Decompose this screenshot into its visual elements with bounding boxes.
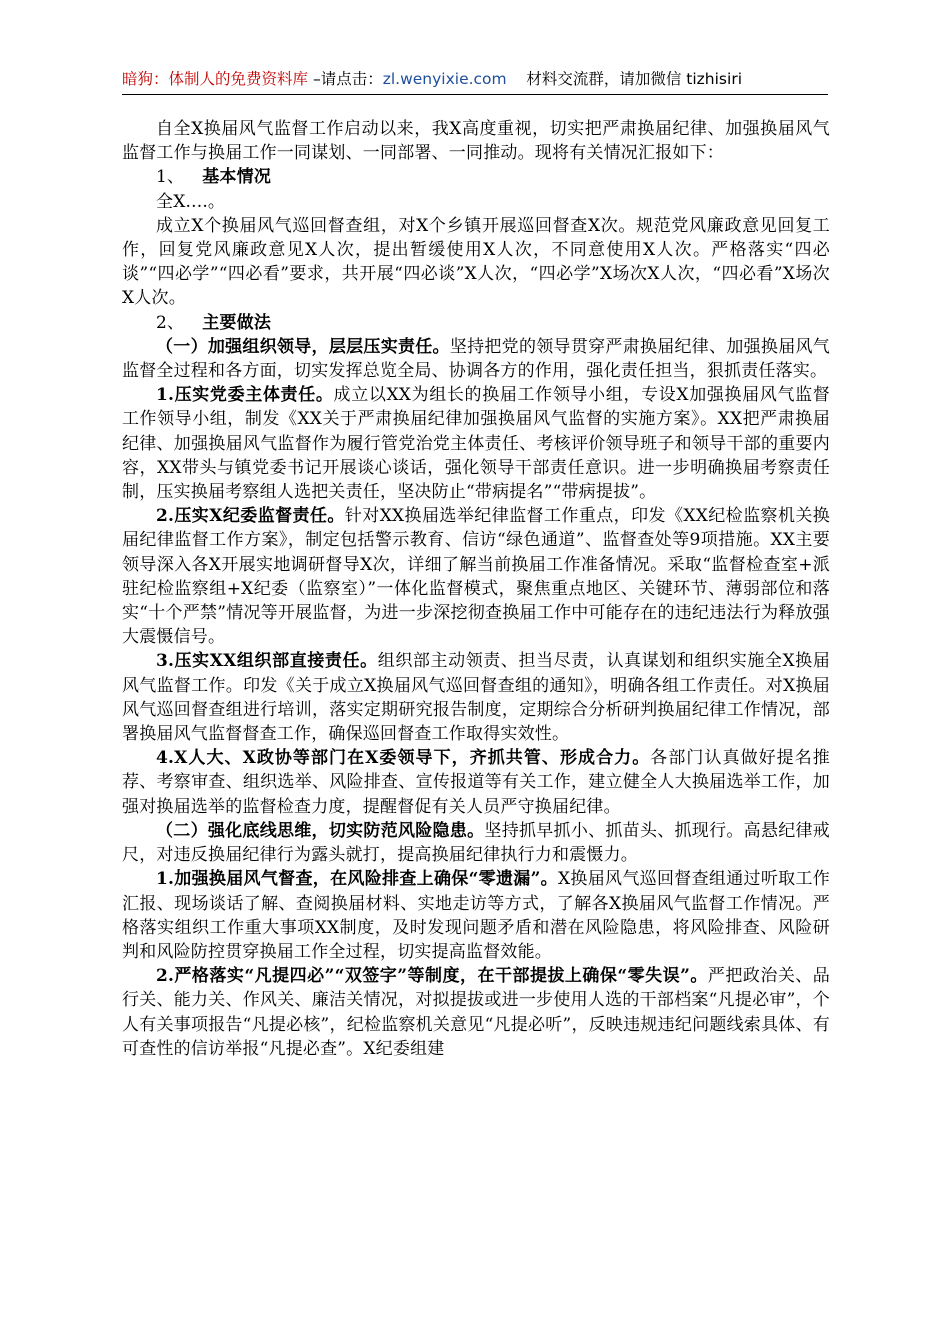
- item-a3-paragraph: [122, 649, 830, 746]
- header-wechat: 材料交流群，请加微信 tizhisiri: [526, 70, 742, 88]
- item-b2-paragraph: [122, 964, 830, 1061]
- subsection-a-text: 坚持把党的领导贯穿严肃换届纪律、加强换届风气监督全过程和各方面，切实发挥总览全局、协调各方的作用，强化责任担当，狠抓责任落实。: [122, 336, 830, 382]
- header-brand: 暗狗：体制人的免费资料库: [122, 70, 309, 88]
- header-url-link[interactable]: zl.wenyixie.com: [382, 70, 507, 88]
- subsection-b-text: 坚持抓早抓小、抓苗头、抓现行。高悬纪律戒尺，对违反换届纪律行为露头就打，提高换届纪律执行力和震慑力。: [122, 820, 830, 866]
- subsection-b-paragraph: [122, 819, 830, 867]
- subsection-b-title: （二）强化底线思维，切实防范风险隐患。: [156, 820, 485, 841]
- item-b1-text: X换届风气巡回督查组通过听取工作汇报、现场谈话了解、查阅换届材料、实地走访等方式，了解各X换届风气监督工作情况。严格落实组织工作重大事项XX制度，及时发现问题矛盾和潜在风险隐患，将风险排查、风险研判和风险防控贯穿换届工作全过程，切实提高监督效能。: [122, 869, 830, 962]
- page-header: [122, 66, 828, 95]
- intro-paragraph: 自全X换届风气监督工作启动以来，我X高度重视，切实把严肃换届纪律、加强换届风气监督工作与换届工作一同谋划、一同部署、一同推动。现将有关情况汇报如下：: [122, 119, 830, 164]
- item-a3-title: 3.压实XX组织部直接责任。: [156, 651, 378, 672]
- item-b1-title: 1.加强换届风气督查，在风险排查上确保“零遗漏”。: [156, 869, 558, 890]
- item-b2-text: 严把政治关、品行关、能力关、作风关、廉洁关情况，对拟提拔或进一步使用人选的干部档案“凡提必审”，个人有关事项报告“凡提必核”，纪检监察机关意见“凡提必听”，反映违规违纪问题线索具体、有可查性的信访举报“凡提必查”。X纪委组建: [122, 966, 830, 1059]
- section-2-number: 2、: [156, 312, 185, 333]
- section-2-title: 主要做法: [202, 312, 272, 333]
- item-a4-paragraph: [122, 746, 830, 819]
- header-click-label: –请点击：: [308, 70, 383, 88]
- item-b1-paragraph: [122, 867, 830, 964]
- item-a4-text: 各部门认真做好提名推荐、考察审查、组织选举、风险排查、宣传报道等有关工作，建立健全人大换届选举工作，加强对换届选举的监督检查力度，提醒督促有关人员严守换届纪律。: [122, 748, 830, 817]
- section-1-heading: [122, 165, 830, 189]
- section-1-paragraph-2: 成立X个换届风气巡回督查组，对X个乡镇开展巡回督查X次。规范党风廉政意见回复工作，回复党风廉政意见X人次，提出暂缓使用X人次，不同意使用X人次。严格落实“四必谈”“四必学”“四必看”要求，共开展“四必谈”X人次，“四必学”X场次X人次，“四必看”X场次X人次。: [122, 215, 830, 309]
- section-1-number: 1、: [156, 167, 185, 188]
- item-a3-text: 组织部主动领责、担当尽责，认真谋划和组织实施全X换届风气监督工作。印发《关于成立X换届风气巡回督查组的通知》，明确各组工作责任。对X换届风气巡回督查组进行培训，落实定期研究报告制度，定期综合分析研判换届纪律工作情况，部署换届风气监督督查工作，确保巡回督查工作取得实效性。: [122, 651, 830, 745]
- item-b2-title: 2.严格落实“凡提四必”“双签字”等制度，在干部提拔上确保“零失误”。: [156, 966, 708, 987]
- item-a1-paragraph: [122, 383, 830, 504]
- item-a2-paragraph: [122, 504, 830, 649]
- item-a4-title: 4.X人大、X政协等部门在X委领导下，齐抓共管、形成合力。: [156, 748, 651, 769]
- item-a1-text: 成立以XX为组长的换届工作领导小组，专设X加强换届风气监督工作领导小组，制发《XX关于严肃换届纪律加强换届风气监督的实施方案》。XX把严肃换届纪律、加强换届风气监督作为履行管党治党主体责任、考核评价领导班子和领导干部的重要内容，XX带头与镇党委书记开展谈心谈话，强化领导干部责任意识。进一步明确换届考察责任制，压实换届考察组人选把关责任，坚决防止“带病提名”“带病提拔”。: [122, 385, 830, 503]
- item-a2-title: 2.压实X纪委监督责任。: [156, 506, 345, 527]
- subsection-a-paragraph: [122, 335, 830, 383]
- subsection-a-title: （一）加强组织领导，层层压实责任。: [156, 336, 450, 357]
- section-1-title: 基本情况: [202, 167, 272, 188]
- section-1-paragraph-1: 全X....。: [156, 191, 226, 212]
- document-body: [122, 117, 830, 1061]
- section-2-heading: [122, 311, 830, 335]
- item-a1-title: 1.压实党委主体责任。: [156, 385, 334, 406]
- item-a2-text: 针对XX换届选举纪律监督工作重点，印发《XX纪检监察机关换届纪律监督工作方案》，制定包括警示教育、信访“绿色通道”、监督查处等9项措施。XX主要领导深入各X开展实地调研督导X次，详细了解当前换届工作准备情况。采取“监督检查室+派驻纪检监察组+X纪委（监察室）”一体化监督模式，聚焦重点地区、关键环节、薄弱部位和落实“十个严禁”情况等开展监督，为进一步深挖彻查换届工作中可能存在的违纪违法行为释放强大震慑信号。: [122, 506, 830, 648]
